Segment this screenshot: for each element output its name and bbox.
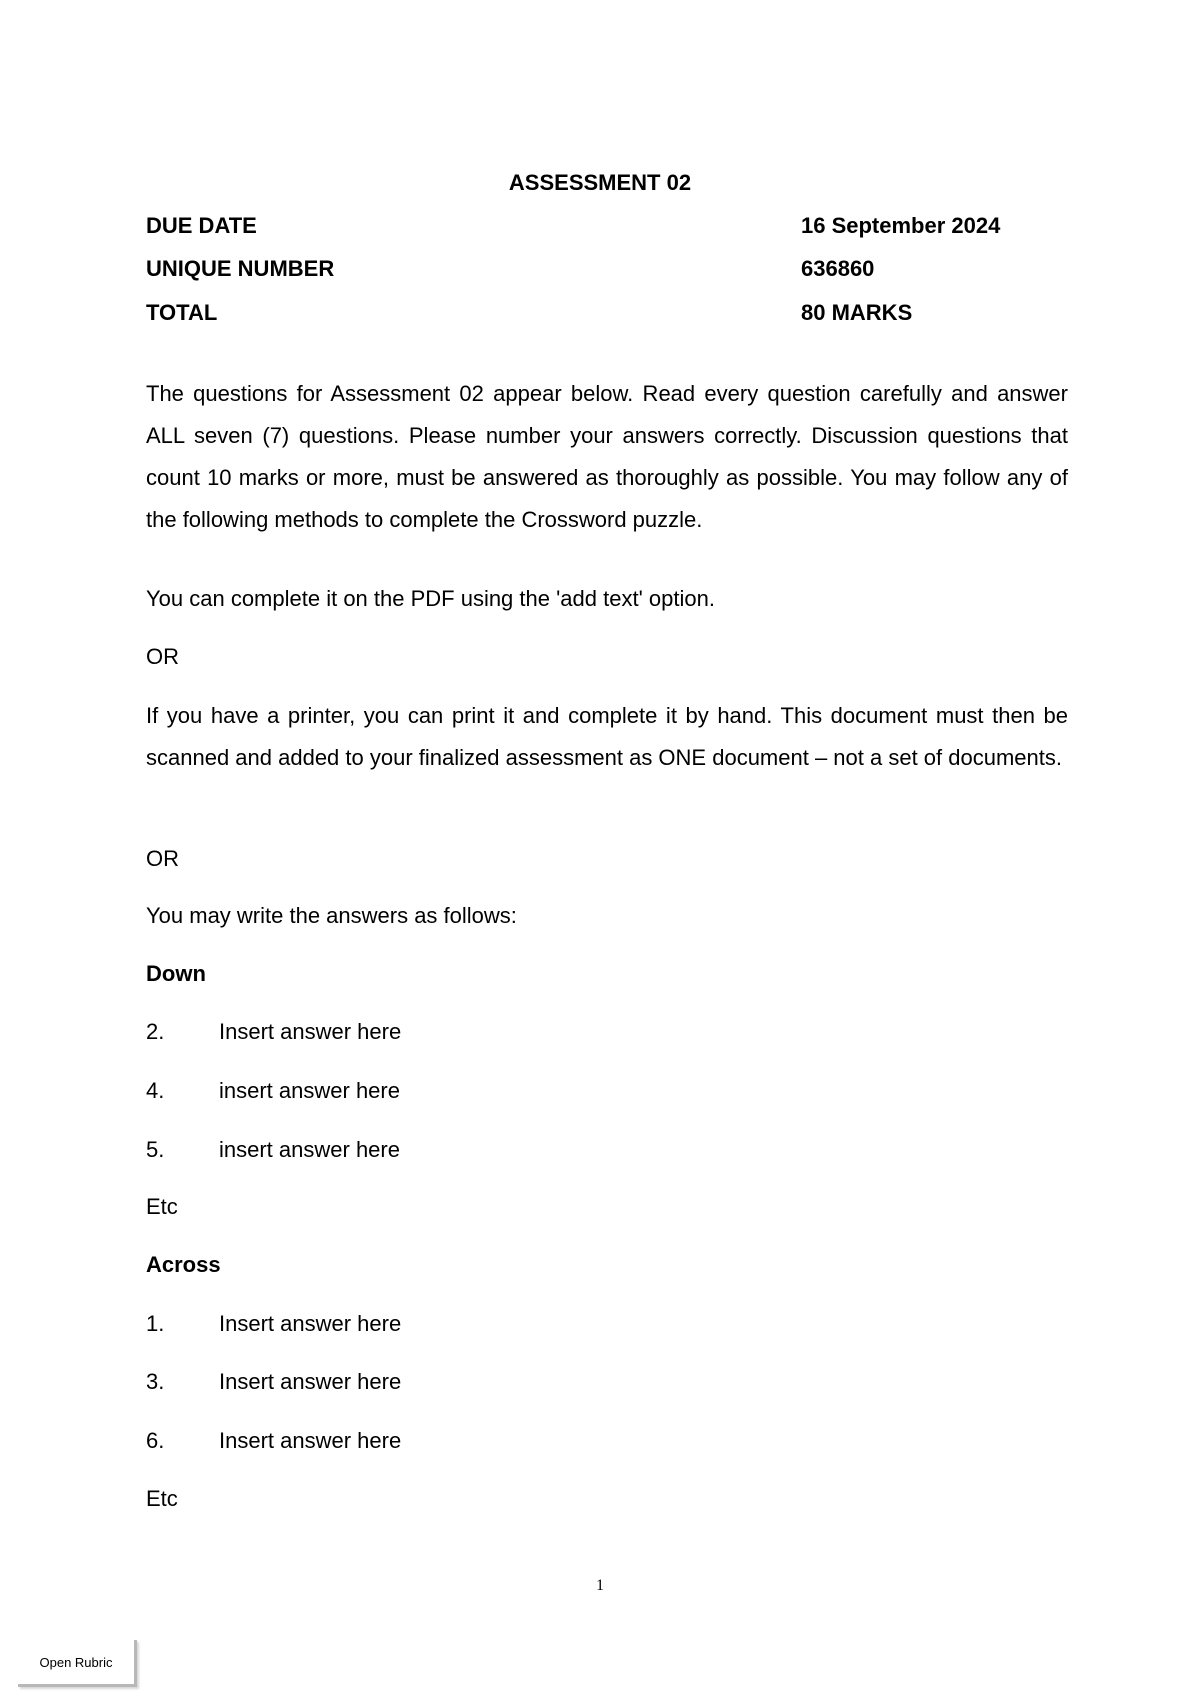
across-item-answer: Insert answer here <box>219 1369 402 1394</box>
down-item-answer: insert answer here <box>219 1137 400 1162</box>
across-etc: Etc <box>146 1486 178 1511</box>
across-item-number: 3. <box>146 1369 165 1394</box>
down-item-answer: insert answer here <box>219 1078 400 1103</box>
open-rubric-button[interactable] <box>18 1640 137 1687</box>
total-value: 80 MARKS <box>801 300 913 325</box>
across-item-answer: Insert answer here <box>219 1311 402 1336</box>
across-item-number: 1. <box>146 1311 165 1336</box>
down-item-answer: Insert answer here <box>219 1019 402 1044</box>
total-label: TOTAL <box>146 300 218 325</box>
down-item-number: 4. <box>146 1078 165 1103</box>
due-date-value: 16 September 2024 <box>801 213 1001 238</box>
method-pdf-text: You can complete it on the PDF using the 'add text' option. <box>146 586 715 611</box>
across-heading: Across <box>146 1252 221 1277</box>
intro-paragraph: The questions for Assessment 02 appear below. Read every question carefully and answer ALL seven (7) questions. Please number your answers correctly. Discussion questions that count 10 marks or more, must be answered as thoroughly as possible. You may follow any of the following methods to complete the Crossword puzzle. <box>146 381 1068 532</box>
or-separator-2: OR <box>146 846 179 871</box>
due-date-label: DUE DATE <box>146 213 257 238</box>
down-item-number: 2. <box>146 1019 165 1044</box>
down-heading: Down <box>146 961 206 986</box>
down-etc: Etc <box>146 1194 178 1219</box>
down-item-number: 5. <box>146 1137 165 1162</box>
across-item-number: 6. <box>146 1428 165 1453</box>
unique-number-value: 636860 <box>801 256 875 281</box>
or-separator-1: OR <box>146 644 179 669</box>
open-rubric-label: Open Rubric <box>39 1654 113 1670</box>
page-number: 1 <box>596 1577 604 1594</box>
unique-number-label: UNIQUE NUMBER <box>146 256 335 281</box>
across-item-answer: Insert answer here <box>219 1428 402 1453</box>
document-title: ASSESSMENT 02 <box>508 170 692 195</box>
method-write-text: You may write the answers as follows: <box>146 903 517 928</box>
method-print-paragraph: If you have a printer, you can print it and complete it by hand. This document must then be scanned and added to your finalized assessment as ONE document – not a set of documents. <box>146 703 1068 770</box>
